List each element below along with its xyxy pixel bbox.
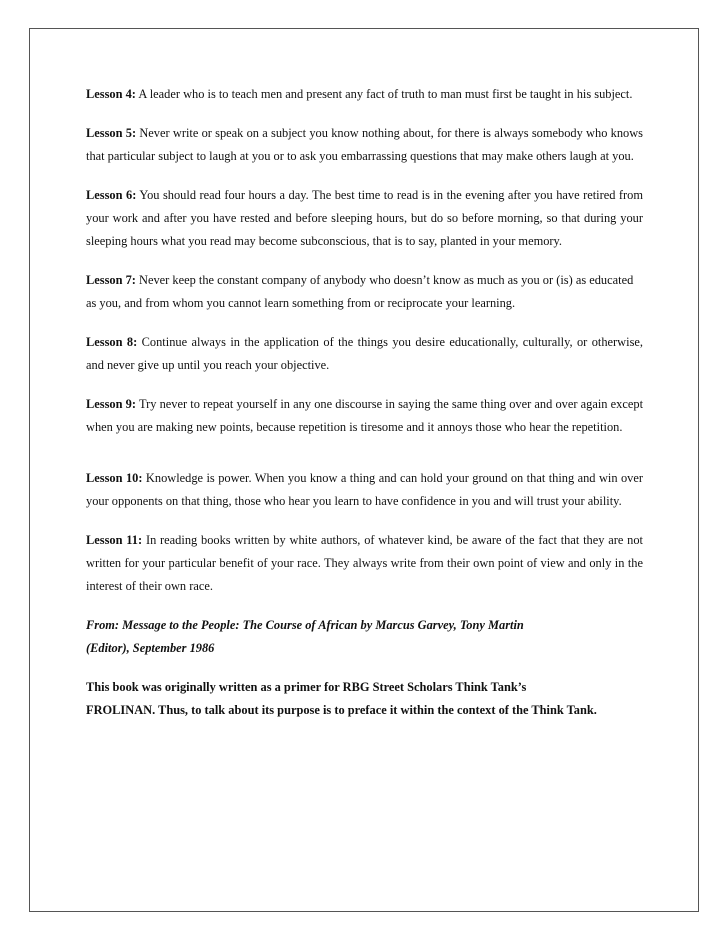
lesson-9-paragraph xyxy=(86,393,643,439)
lesson-4-paragraph xyxy=(86,83,643,106)
source-citation-line-2: (Editor), September 1986 xyxy=(86,641,215,655)
lesson-10-paragraph xyxy=(86,467,643,513)
primer-note xyxy=(86,676,643,722)
lesson-5-text: Never write or speak on a subject you know nothing about, for there is always somebody who knows that particular subject to laugh at you or to ask you embarrassing questions that may make others laugh at you. xyxy=(86,126,644,163)
document-body xyxy=(86,83,643,722)
lesson-6-text: You should read four hours a day. The best time to read is in the evening after you have retired from your work and after you have rested and before sleeping hours, but do so before morning, so that during your sleeping hours what you read may become subconscious, that is to say, planted in your memory. xyxy=(86,188,644,248)
source-citation xyxy=(86,614,643,660)
lesson-7-text: Never keep the constant company of anybody who doesn’t know as much as you or (is) as educated as you, and from whom you cannot learn something from or reciprocate your learning. xyxy=(86,273,634,310)
lesson-11-text: In reading books written by white authors, of whatever kind, be aware of the fact that they are not written for your particular benefit of your race. They always write from their own point of view and only in the interest of their own race. xyxy=(86,533,643,593)
lesson-6-paragraph xyxy=(86,184,643,253)
lesson-5-label: Lesson 5: xyxy=(86,126,137,140)
lesson-7-label: Lesson 7: xyxy=(86,273,136,287)
lesson-10-label: Lesson 10: xyxy=(86,471,143,485)
lesson-9-label: Lesson 9: xyxy=(86,397,136,411)
lesson-10-text: Knowledge is power. When you know a thing and can hold your ground on that thing and win over your opponents on that thing, those who hear you learn to have confidence in you and will trust your ability. xyxy=(86,471,643,508)
lesson-5-paragraph xyxy=(86,122,643,168)
lesson-8-label: Lesson 8: xyxy=(86,335,138,349)
primer-note-line-2: FROLINAN. Thus, to talk about its purpose is to preface it within the context of the Think Tank. xyxy=(86,703,597,717)
lesson-7-paragraph xyxy=(86,269,643,315)
lesson-8-text: Continue always in the application of the things you desire educationally, culturally, or otherwise, and never give up until you reach your objective. xyxy=(86,335,643,372)
lesson-6-label: Lesson 6: xyxy=(86,188,137,202)
lesson-4-text: A leader who is to teach men and present any fact of truth to man must first be taught in his subject. xyxy=(138,87,633,101)
lesson-8-paragraph xyxy=(86,331,643,377)
lesson-11-label: Lesson 11: xyxy=(86,533,143,547)
lesson-4-label: Lesson 4: xyxy=(86,87,136,101)
lesson-9-text: Try never to repeat yourself in any one discourse in saying the same thing over and over again except when you are making new points, because repetition is tiresome and it annoys those who hear the repetition. xyxy=(86,397,644,434)
primer-note-line-1: This book was originally written as a primer for RBG Street Scholars Think Tank’s xyxy=(86,680,527,694)
lesson-11-paragraph xyxy=(86,529,643,598)
source-citation-line-1: From: Message to the People: The Course of African by Marcus Garvey, Tony Martin xyxy=(86,618,524,632)
